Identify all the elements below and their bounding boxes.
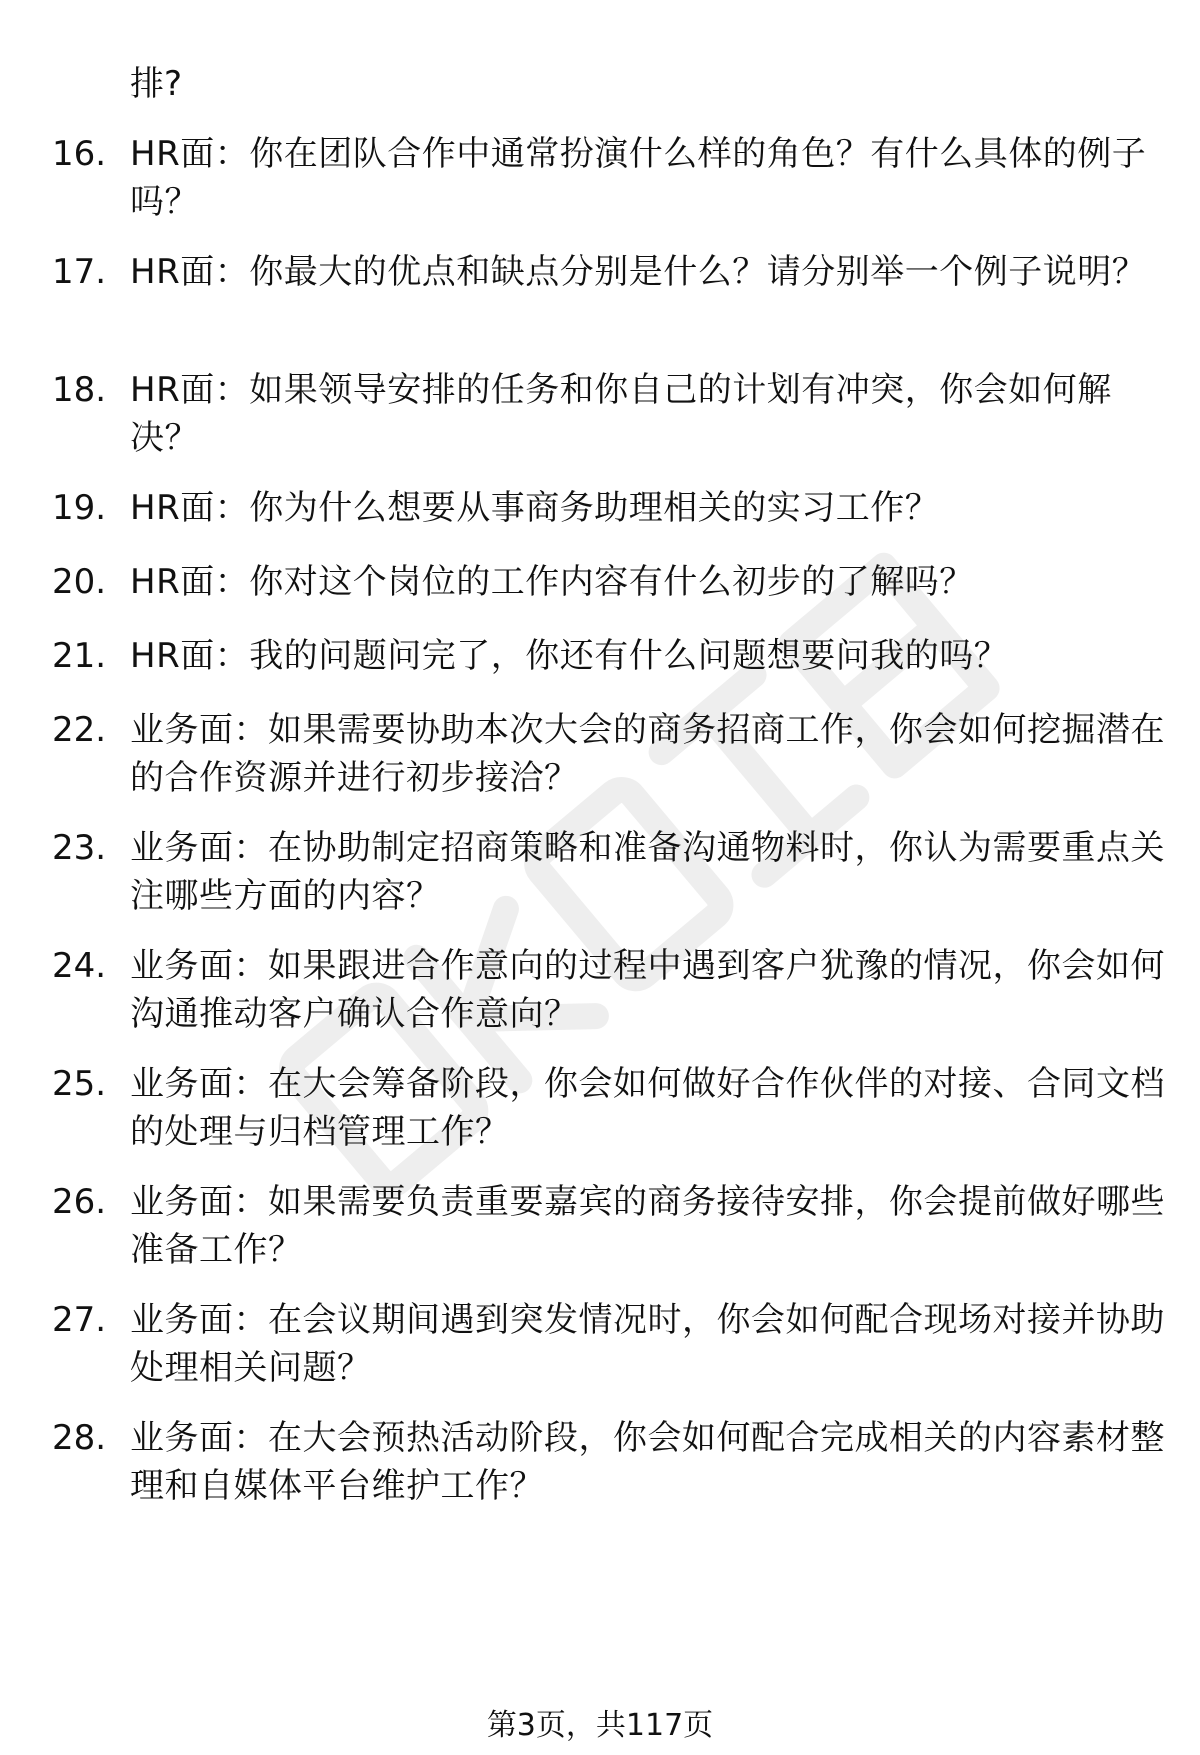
question-text: HR面：我的问题问完了，你还有什么问题想要问我的吗？ [130,636,1009,676]
question-number: 18. [52,370,107,410]
question-text: HR面：你为什么想要从事商务助理相关的实习工作？ [130,488,940,528]
question-number: 19. [52,488,107,528]
question-text: HR面：你在团队合作中通常扮演什么样的角色？有什么具体的例子吗？ [130,134,1147,222]
question-number: 27. [52,1300,107,1340]
question-number: 21. [52,636,107,676]
question-text: HR面：你对这个岗位的工作内容有什么初步的了解吗？ [130,562,974,602]
question-number: 17. [52,252,107,292]
question-text: 业务面：在协助制定招商策略和准备沟通物料时，你认为需要重点关注哪些方面的内容？ [130,828,1165,916]
question-number: 25. [52,1064,107,1104]
question-number: 22. [52,710,107,750]
question-text: 业务面：如果需要协助本次大会的商务招商工作，你会如何挖掘潜在的合作资源并进行初步接洽？ [130,710,1165,798]
question-text: HR面：你最大的优点和缺点分别是什么？请分别举一个例子说明？ [130,252,1147,292]
continuation-text: 排? [130,64,183,104]
question-text: 业务面：如果需要负责重要嘉宾的商务接待安排，你会提前做好哪些准备工作？ [130,1182,1165,1270]
question-text: HR面：如果领导安排的任务和你自己的计划有冲突，你会如何解决？ [130,370,1112,458]
question-number: 28. [52,1418,107,1458]
question-number: 20. [52,562,107,602]
question-text: 业务面：如果跟进合作意向的过程中遇到客户犹豫的情况，你会如何沟通推动客户确认合作意向？ [130,946,1165,1034]
question-text: 业务面：在大会预热活动阶段，你会如何配合完成相关的内容素材整理和自媒体平台维护工作？ [130,1418,1165,1506]
question-number: 23. [52,828,107,868]
question-text: 业务面：在大会筹备阶段，你会如何做好合作伙伴的对接、合同文档的处理与归档管理工作？ [130,1064,1165,1152]
question-number: 26. [52,1182,107,1222]
question-number: 24. [52,946,107,986]
page-footer: 第3页，共117页 [486,1708,714,1743]
question-text: 业务面：在会议期间遇到突发情况时，你会如何配合现场对接并协助处理相关问题？ [130,1300,1165,1388]
question-number: 16. [52,134,107,174]
